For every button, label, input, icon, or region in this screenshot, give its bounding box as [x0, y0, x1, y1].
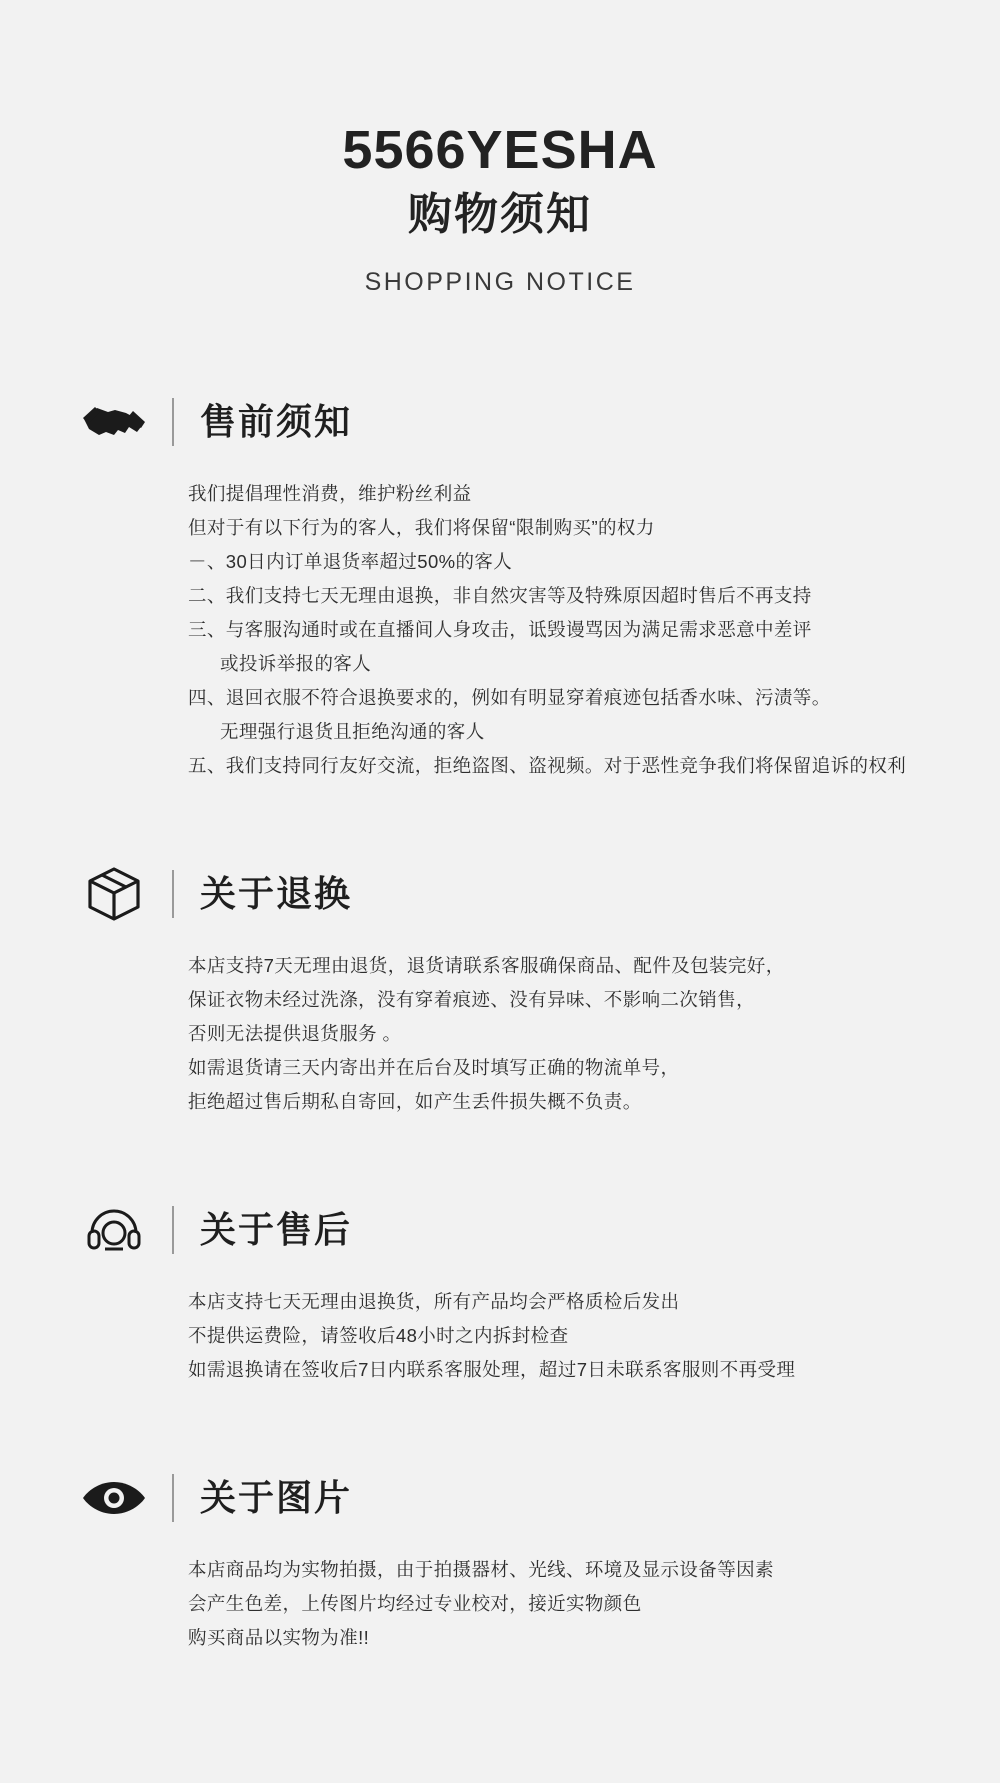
notice-line: 不提供运费险，请签收后48小时之内拆封检查: [188, 1324, 569, 1346]
page-subtitle-english: SHOPPING NOTICE: [364, 267, 636, 296]
section-title: 关于退换: [200, 872, 353, 914]
handshake-icon: [78, 391, 150, 453]
brand-name: 5566YESHA: [342, 120, 658, 180]
headset-icon: [78, 1199, 150, 1261]
section-header: [78, 1465, 940, 1531]
page-header: [0, 0, 1000, 297]
notice-line: 本店商品均为实物拍摄，由于拍摄器材、光线、环境及显示设备等因素: [188, 1558, 774, 1580]
notice-line: 或投诉举报的客人: [220, 652, 372, 674]
section-title: 关于售后: [200, 1208, 353, 1250]
section-header: [78, 1197, 940, 1263]
notice-line: 否则无法提供退货服务 。: [188, 1022, 402, 1044]
notice-line: 五、我们支持同行友好交流，拒绝盗图、盗视频。对于恶性竞争我们将保留追诉的权利: [188, 754, 907, 776]
section-body: [78, 1553, 940, 1655]
section-title: 关于图片: [200, 1476, 353, 1518]
notice-line: 二、我们支持七天无理由退换，非自然灾害等及特殊原因超时售后不再支持: [188, 584, 812, 606]
section-returns: [0, 861, 1000, 1119]
section-after-sale: [0, 1197, 1000, 1387]
box-icon: [78, 863, 150, 925]
notice-line: 四、退回衣服不符合退换要求的，例如有明显穿着痕迹包括香水味、污渍等。: [188, 686, 831, 708]
notice-line: 本店支持7天无理由退货，退货请联系客服确保商品、配件及包装完好，: [188, 954, 785, 976]
section-body: [78, 477, 940, 783]
notice-line: 无理强行退货且拒绝沟通的客人: [220, 720, 485, 742]
section-body: [78, 949, 940, 1119]
notice-line: 我们提倡理性消费，维护粉丝利益: [188, 482, 472, 504]
section-images: [0, 1465, 1000, 1655]
page-title: 购物须知: [408, 189, 592, 239]
notice-line: 拒绝超过售后期私自寄回，如产生丢件损失概不负责。: [188, 1090, 642, 1112]
notice-line: 如需退货请三天内寄出并在后台及时填写正确的物流单号，: [188, 1056, 680, 1078]
eye-icon: [78, 1467, 150, 1529]
section-divider: [172, 398, 174, 446]
section-body: [78, 1285, 940, 1387]
notice-line: 保证衣物未经过洗涤，没有穿着痕迹、没有异味、不影响二次销售，: [188, 988, 756, 1010]
notice-line: 但对于有以下行为的客人，我们将保留“限制购买”的权力: [188, 516, 655, 538]
notice-line: 如需退换请在签收后7日内联系客服处理，超过7日未联系客服则不再受理: [188, 1358, 796, 1380]
section-title: 售前须知: [200, 400, 353, 442]
section-header: [78, 389, 940, 455]
notice-line: －、30日内订单退货率超过50%的客人: [188, 550, 513, 572]
notice-line: 购买商品以实物为准!!: [188, 1626, 370, 1648]
notice-line: 会产生色差，上传图片均经过专业校对，接近实物颜色: [188, 1592, 642, 1614]
section-header: [78, 861, 940, 927]
notice-line: 三、与客服沟通时或在直播间人身攻击，诋毁谩骂因为满足需求恶意中差评: [188, 618, 812, 640]
notice-line: 本店支持七天无理由退换货，所有产品均会严格质检后发出: [188, 1290, 680, 1312]
section-pre-sale: [0, 389, 1000, 783]
notice-sections: [0, 389, 1000, 1655]
section-divider: [172, 870, 174, 918]
section-divider: [172, 1474, 174, 1522]
section-divider: [172, 1206, 174, 1254]
